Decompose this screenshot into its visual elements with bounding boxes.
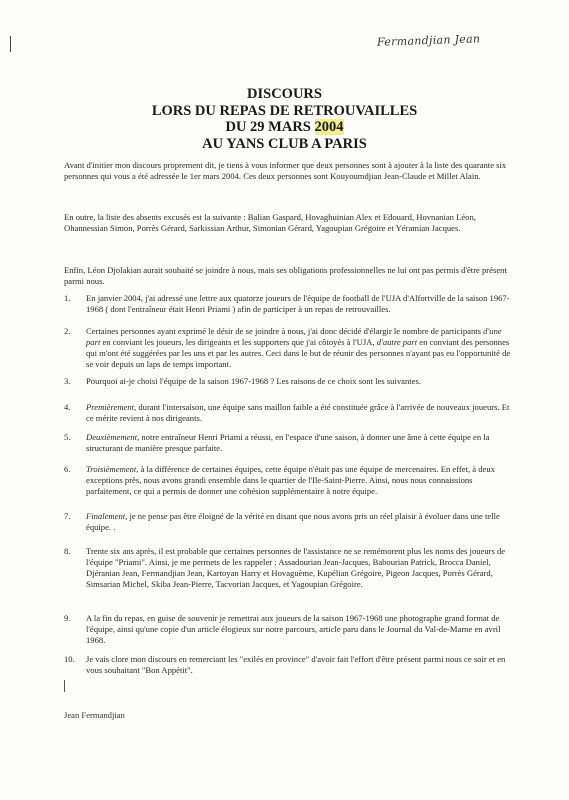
item-text-part: , à la différence de certaines équipes, cette équipe n'était pas une équipe de mercenaires. En effet, à deux exceptions près, nous avons grandi ensemble dans le quartier de l'Ile-Saint-Pierre. Ainsi, nous nous connaissions parfaitement, ce qui a permis de donner une cohésion supplémentaire à notre équipe. bbox=[86, 464, 495, 496]
item-number: 8. bbox=[64, 546, 71, 556]
item-text: Je vais clore mon discours en remerciant les "exilés en province" d'avoir fait l'effort d'être présent parmi nous ce soir et en vous souhaitant "Bon Appétit". bbox=[86, 654, 506, 675]
document-title bbox=[0, 86, 569, 152]
intro-paragraph-2: En outre, la liste des absents excusés est la suivante : Balian Gaspard, Hovaghuinian Alex et Edouard, Hovnanian Léon, Ohannessian Simon, Porrès Gérard, Sarkissian Arthur, Simonian Gérard, Yagoupian Grégoire et Yéramian Jacques. bbox=[64, 212, 476, 233]
highlighted-year: 2004 bbox=[314, 119, 344, 135]
item-lead: Premièrement bbox=[86, 402, 135, 412]
item-number: 5. bbox=[64, 432, 71, 442]
item-text bbox=[86, 511, 516, 533]
item-lead: Finalement bbox=[86, 511, 126, 521]
title-line-1: DISCOURS bbox=[247, 86, 322, 102]
title-line-4: AU YANS CLUB A PARIS bbox=[202, 135, 367, 152]
item-text-part: Certaines personnes ayant exprimé le désir de se joindre à nous, j'ai donc décidé d'élargir le nombre de participants bbox=[86, 326, 484, 336]
item-number: 1. bbox=[64, 293, 71, 303]
margin-mark bbox=[10, 36, 11, 52]
item-number: 10. bbox=[64, 654, 75, 664]
intro-paragraph-3: Enfin, Léon Djolakian aurait souhaité se joindre à nous, mais ses obligations professionnelles ne lui ont pas permis d'être présent parmi nous. bbox=[64, 265, 507, 286]
margin-mark bbox=[64, 680, 65, 692]
item-text: En janvier 2004, j'ai adressé une lettre aux quatorze joueurs de l'équipe de football de l'UJA d'Alfortville de la saison 1967-1968 ( dont l'entraîneur était Henri Priami ) afin de participer à un repas de retrouvailles. bbox=[86, 293, 510, 314]
title-date: DU 29 MARS bbox=[225, 119, 315, 135]
item-text: A la fin du repas, en guise de souvenir je remettrai aux joueurs de la saison 1967-1968 une photographe grand format de l'équipe, ainsi qu'une copie d'un article élogieux sur notre parcours, article paru dans le Journal du Val-de-Marne en avril 1968. bbox=[86, 613, 501, 645]
handwritten-note: Fermandjian Jean bbox=[376, 32, 481, 49]
item-number: 6. bbox=[64, 464, 71, 474]
item-text-part: , je ne pense pas être éloigné de la vérité en disant que nous avons pris un réel plaisir à évoluer dans une telle équipe. . bbox=[86, 511, 500, 532]
item-text: Trente six ans après, il est probable que certaines personnes de l'assistance ne se remémorent plus les noms des joueurs de l'équipe "Priami". Ainsi, je me permets de les rappeler : Assadourian Jean-Jacques, Babourian Patrick, Brocca Daniel, Djéranian Jean, Fermandjian Jean, Kartoyan Harry et Hovaguème, Kupélian Grégoire, Pigeon Jacques, Porrès Gérard, Simsarian Michel, Skiba Jean-Pierre, Tacvorian Jacques, et Yagoupian Grégoire. bbox=[86, 546, 506, 589]
title-line-3 bbox=[0, 119, 569, 136]
item-number: 9. bbox=[64, 613, 71, 623]
item-text: Pourquoi ai-je choisi l'équipe de la saison 1967-1968 ? Les raisons de ce choix sont les suivantes. bbox=[86, 376, 421, 386]
item-text-part: , durant l'intersaison, une équipe sans maillon faible a été constituée grâce à l'arrivée de nouveaux joueurs. Et ce mérite revient à nos dirigeants. bbox=[86, 402, 510, 423]
item-emphasis: d'autre part bbox=[376, 337, 418, 347]
title-line-2: LORS DU REPAS DE RETROUVAILLES bbox=[151, 102, 418, 119]
signature: Jean Fermandjian bbox=[64, 710, 125, 720]
item-emphasis: d'une part bbox=[86, 326, 502, 347]
item-text-part: en conviant les joueurs, les dirigeants et les supporters que j'ai côtoyés à l'UJA, bbox=[100, 337, 377, 347]
item-text bbox=[86, 464, 516, 497]
item-lead: Troisièmement bbox=[86, 464, 137, 474]
intro-paragraph-1: Avant d'initier mon discours proprement dit, je tiens à vous informer que deux personnes sont à ajouter à la liste des quarante six personnes qui vous a été adressée le 1er mars 2004. Ces deux personnes sont Kouyoumdjian Jean-Claude et Millet Alain. bbox=[64, 160, 507, 181]
item-number: 2. bbox=[64, 326, 71, 336]
item-text bbox=[86, 326, 516, 370]
item-text bbox=[86, 402, 516, 424]
item-number: 3. bbox=[64, 376, 71, 386]
item-text bbox=[86, 432, 516, 454]
item-number: 7. bbox=[64, 511, 71, 521]
item-number: 4. bbox=[64, 402, 71, 412]
item-lead: Deuxièmement bbox=[86, 432, 138, 442]
item-text-part: en conviant des personnes qui m'ont été suggérées par les uns et par les autres. Ceci dans le but de réunir des personnes n'ayant pas eu l'opportunité de se voir depuis un laps de temps important. bbox=[86, 337, 511, 369]
item-text-part: , notre entraîneur Henri Priami a réussi, en l'espace d'une saison, à donner une âme à cette équipe en la structurant de manière presque parfaite. bbox=[86, 432, 490, 453]
